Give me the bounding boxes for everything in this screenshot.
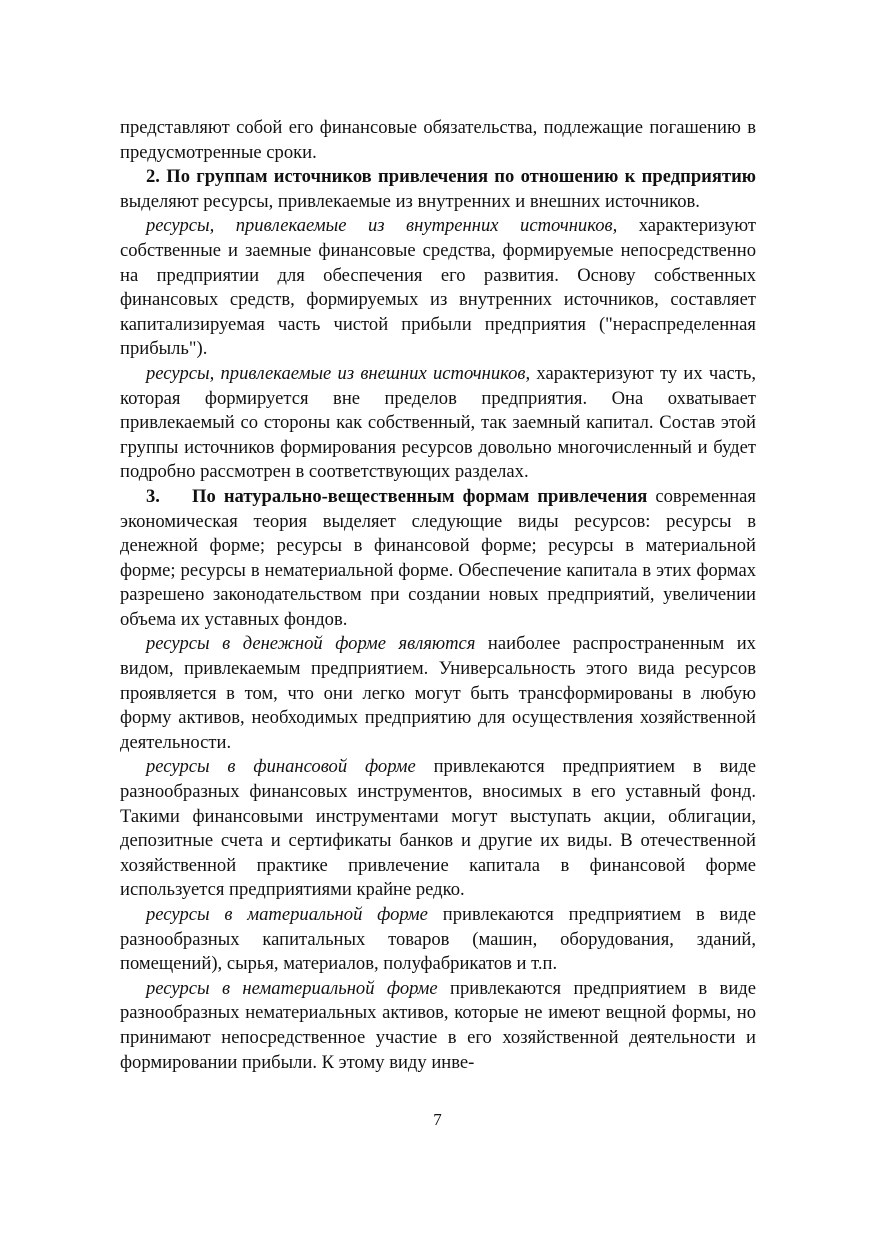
italic-term: ресурсы, привлекаемые из внутренних источников, xyxy=(146,215,618,237)
paragraph-6: ресурсы в денежной форме являются наиболее распространенным их видом, привлекаемым предприятием. Универсальность этого вида ресурсов проявляется в том, что они легко могут быть трансформированы в любую форму активов, необходимых предприятию для осуществления хозяйственной деятельности. xyxy=(120,633,756,753)
italic-term: ресурсы в денежной форме являются xyxy=(146,633,476,655)
paragraph-8: ресурсы в материальной форме привлекаются предприятием в виде разнообразных капитальных товаров (машин, оборудования, зданий, помещений), сырья, материалов, полуфабрикатов и т.п. xyxy=(120,904,757,975)
list-number: 3. xyxy=(146,485,160,507)
paragraph-7: ресурсы в финансовой форме привлекаются предприятием в виде разнообразных финансовых инструментов, вносимых в его уставный фонд. Такими финансовыми инструментами могут выступать акции, облигации, депозитные счета и сертификаты банков и другие их виды. В отечественной хозяйственной практике привлечение капитала в финансовой форме используется предприятиями крайне редко. xyxy=(120,756,756,901)
paragraph-3: ресурсы, привлекаемые из внутренних источников, характеризуют собственные и заемные финансовые средства, формируемые непосредственно на предприятии для обеспечения его развития. Основу собственных финансовых средств, формируемых из внутренних источников, составляет капитализируемая часть чистой прибыли предприятия ("нераспределенная прибыль"). xyxy=(120,215,756,360)
bold-heading: По группам источников привлечения по отношению к предприятию xyxy=(166,166,757,188)
page-number: 7 xyxy=(433,1110,442,1129)
list-number: 2. xyxy=(146,166,160,188)
italic-term: ресурсы, привлекаемые из внешних источников, xyxy=(146,362,531,384)
paragraph-2: 2. По группам источников привлечения по отношению к предприятию выделяют ресурсы, привлекаемые из внутренних и внешних источников. xyxy=(120,166,757,212)
paragraph-1: представляют собой его финансовые обязательства, подлежащие погашению в предусмотренные сроки. xyxy=(120,117,756,163)
paragraph-5: 3. По натурально-вещественным формам привлечения современная экономическая теория выделяет следующие виды ресурсов: ресурсы в денежной форме; ресурсы в финансовой форме; ресурсы в материальной форме; ресурсы в нематериальной форме. Обеспечение капитала в этих формах разрешено законодательством при создании новых предприятий, увеличении объема их уставных фондов. xyxy=(120,485,756,630)
italic-term: ресурсы в материальной форме xyxy=(146,904,428,925)
paragraph-4: ресурсы, привлекаемые из внешних источников, характеризуют ту их часть, которая формируется вне пределов предприятия. Она охватывает привлекаемый со стороны как собственный, так заемный капитал. Состав этой группы источников формирования ресурсов довольно многочисленный и будет подробно рассмотрен в соответствующих разделах. xyxy=(120,362,756,483)
italic-term: ресурсы в нематериальной форме xyxy=(146,977,438,999)
bold-heading: По натурально-вещественным формам привлечения xyxy=(192,485,648,507)
page-body xyxy=(120,116,756,1075)
paragraph-9: ресурсы в нематериальной форме привлекаются предприятием в виде разнообразных нематериальных активов, которые не имеют вещной формы, но принимают непосредственное участие в его хозяйственной деятельности и формировании прибыли. К этому виду инве- xyxy=(120,977,756,1073)
italic-term: ресурсы в финансовой форме xyxy=(146,756,416,778)
